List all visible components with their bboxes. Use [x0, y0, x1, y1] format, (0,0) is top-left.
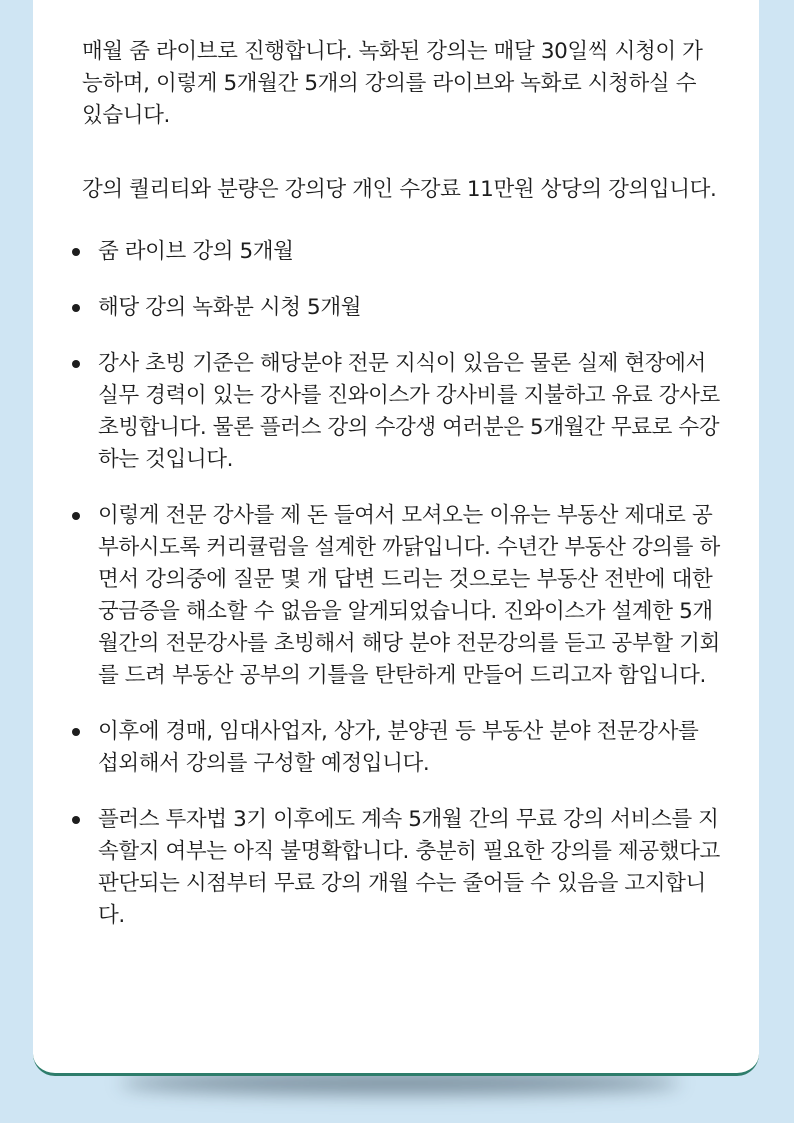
list-item	[82, 236, 722, 268]
paragraph-spacer	[82, 132, 722, 174]
intro-paragraph-quality: 강의 퀄리티와 분량은 강의당 개인 수강료 11만원 상당의 강의입니다.	[82, 177, 717, 202]
bullet-icon	[72, 816, 80, 824]
document-body	[82, 36, 722, 932]
list-item	[82, 500, 722, 692]
benefit-list	[82, 236, 722, 932]
list-item	[82, 348, 722, 476]
bullet-icon	[72, 248, 80, 256]
list-item-text: 해당 강의 녹화분 시청 5개월	[98, 295, 362, 320]
list-item	[82, 292, 722, 324]
list-item-text: 이후에 경매, 임대사업자, 상가, 분양권 등 부동산 분야 전문강사를 섭외해서 강의를 구성할 예정입니다.	[98, 719, 699, 776]
list-item-text: 줌 라이브 강의 5개월	[98, 239, 294, 264]
intro-paragraph-schedule: 매월 줌 라이브로 진행합니다. 녹화된 강의는 매달 30일씩 시청이 가능하며, 이렇게 5개월간 5개의 강의를 라이브와 녹화로 시청하실 수 있습니다.	[82, 39, 703, 128]
list-item-text: 이렇게 전문 강사를 제 돈 들여서 모셔오는 이유는 부동산 제대로 공부하시도록 커리큘럼을 설계한 까닭입니다. 수년간 부동산 강의를 하면서 강의중에 질문 몇 개 답변 드리는 것으로는 부동산 전반에 대한 궁금증을 해소할 수 없음을 알게되었습니다. 진와이스가 설계한 5개월간의 전문강사를 초빙해서 해당 분야 전문강의를 듣고 공부할 기회를 드려 부동산 공부의 기틀을 탄탄하게 만들어 드리고자 함입니다.	[98, 503, 720, 688]
list-item-text: 강사 초빙 기준은 해당분야 전문 지식이 있음은 물론 실제 현장에서 실무 경력이 있는 강사를 진와이스가 강사비를 지불하고 유료 강사로 초빙합니다. 물론 플러스 강의 수강생 여러분은 5개월간 무료로 수강하는 것입니다.	[98, 351, 720, 472]
list-item	[82, 716, 722, 780]
bullet-icon	[72, 512, 80, 520]
bullet-icon	[72, 304, 80, 312]
bullet-icon	[72, 728, 80, 736]
list-item	[82, 804, 722, 932]
bullet-icon	[72, 360, 80, 368]
list-item-text: 플러스 투자법 3기 이후에도 계속 5개월 간의 무료 강의 서비스를 지속할지 여부는 아직 불명확합니다. 충분히 필요한 강의를 제공했다고 판단되는 시점부터 무료 강의 개월 수는 줄어들 수 있음을 고지합니다.	[98, 807, 720, 928]
